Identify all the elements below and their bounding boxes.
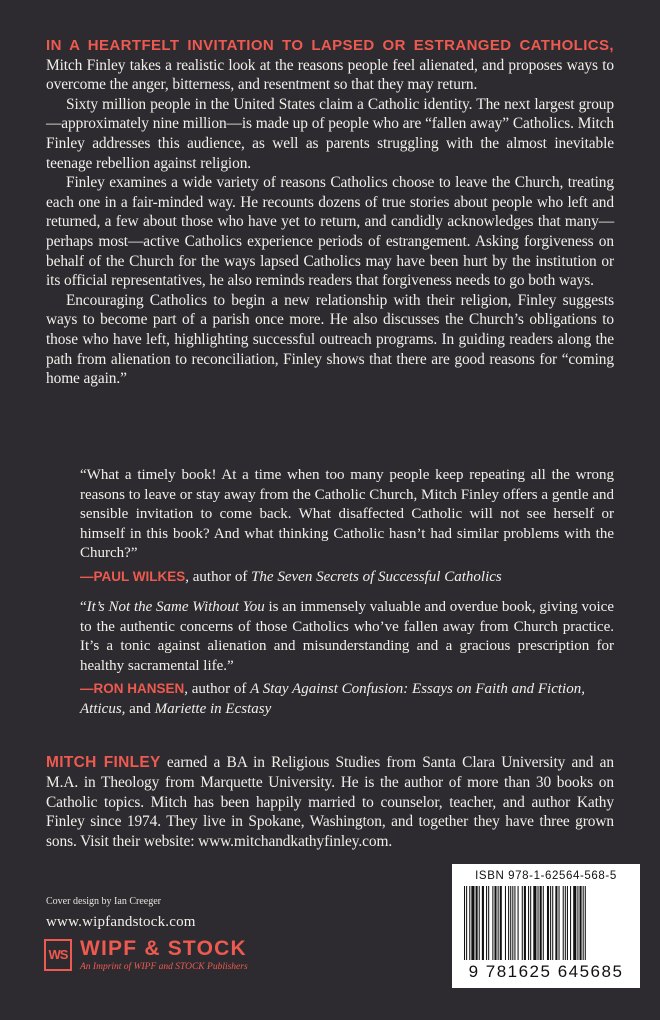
endorser-and: and xyxy=(125,700,155,717)
endorser-author-of: , author of xyxy=(185,568,252,585)
quote-open-mark: “ xyxy=(80,599,87,615)
endorsement-hansen xyxy=(80,598,614,719)
publisher-website: www.wipfandstock.com xyxy=(46,914,196,930)
endorsement-quote xyxy=(80,598,614,676)
author-name: MITCH FINLEY xyxy=(46,754,161,771)
endorsement-wilkes xyxy=(80,466,614,587)
publisher-logo-icon: WS xyxy=(44,939,72,971)
description-paragraph-1-text: Mitch Finley takes a realistic look at the reasons people feel alienated, and proposes ways to overcome the anger, bitterness, and resentment so that they may return. xyxy=(46,56,614,94)
quoted-book-title: It’s Not the Same Without You xyxy=(86,599,265,615)
endorser-work-title: The Seven Secrets of Successful Catholics xyxy=(251,568,502,585)
cover-design-credit: Cover design by Ian Creeger xyxy=(46,896,161,907)
author-bio-text: earned a BA in Religious Studies from Santa Clara University and an M.A. in Theology from Marquette University. He is the author of more than 30 books on Catholic topics. Mitch has been happily married to counselor, teacher, and author Kathy Finley since 1974. They live in Spokane, Washington, and together they have three grown sons. Visit their website: www.mitchandkathyfinley.com. xyxy=(46,754,614,851)
description-lead-caps: IN A HEARTFELT INVITATION TO LAPSED OR ESTRANGED CATHOLICS, xyxy=(46,37,614,54)
endorsement-quote-text: is an immensely valuable and overdue book, giving voice to the authentic concerns of those Catholics who’ve fallen away from Church practice. It’s a tonic against alienation and misunderstanding and a gracious prescription for healthy sacramental life.” xyxy=(80,599,614,674)
book-description xyxy=(46,36,614,389)
barcode-bars xyxy=(462,886,630,960)
isbn-number: ISBN 978-1-62564-568-5 xyxy=(475,870,617,882)
description-paragraph-3: Finley examines a wide variety of reasons Catholics choose to leave the Church, treating each one in a fair-minded way. He recounts dozens of true stories about people who left and returned, a few about those who have yet to return, and candidly acknowledges that many—perhaps most—active Catholics experience periods of estrangement. Asking forgiveness on behalf of the Church for the ways lapsed Catholics may have been hurt by the institution or its official representatives, he also reminds readers that forgiveness needs to go both ways. xyxy=(46,174,614,290)
endorser-name: —RON HANSEN xyxy=(80,681,185,696)
endorser-name: —PAUL WILKES xyxy=(80,568,186,584)
description-paragraph-1 xyxy=(46,36,614,95)
publisher-name: WIPF & STOCK xyxy=(80,937,247,960)
endorser-work-title-2: Mariette in Ecstasy xyxy=(154,700,272,717)
endorser-work-title: A Stay Against Confusion: Essays on Faith and Fiction, Atticus, xyxy=(80,681,585,717)
description-paragraph-2: Sixty million people in the United States claim a Catholic identity. The next largest group—approximately nine million—is made up of people who are “fallen away” Catholics. Mitch Finley addresses this audience, as well as parents struggling with the almost inevitable teenage rebellion against religion. xyxy=(46,95,614,172)
isbn-barcode xyxy=(452,864,640,988)
endorsement-attribution xyxy=(80,679,614,719)
endorsement-attribution xyxy=(80,567,614,588)
endorsement-quote: “What a timely book! At a time when too many people keep repeating all the wrong reasons to leave or stay away from the Catholic Church, Mitch Finley offers a gentle and sensible invitation to come back. What disaffected Catholic will not see herself or himself in this book? And what thinking Catholic hasn’t had similar problems with the Church?” xyxy=(80,467,614,561)
ean-number: 9 781625 645685 xyxy=(468,962,624,981)
author-bio xyxy=(46,753,614,852)
publisher-tagline: An Imprint of WIPF and STOCK Publishers xyxy=(80,962,248,972)
endorser-author-of: , author of xyxy=(184,681,251,697)
description-paragraph-4: Encouraging Catholics to begin a new relationship with their religion, Finley suggests ways to become part of a parish once more. He also discusses the Church’s obligations to those who have left, highlighting successful outreach programs. In guiding readers along the path from alienation to reconciliation, Finley shows that there are good reasons for “coming home again.” xyxy=(46,291,614,388)
